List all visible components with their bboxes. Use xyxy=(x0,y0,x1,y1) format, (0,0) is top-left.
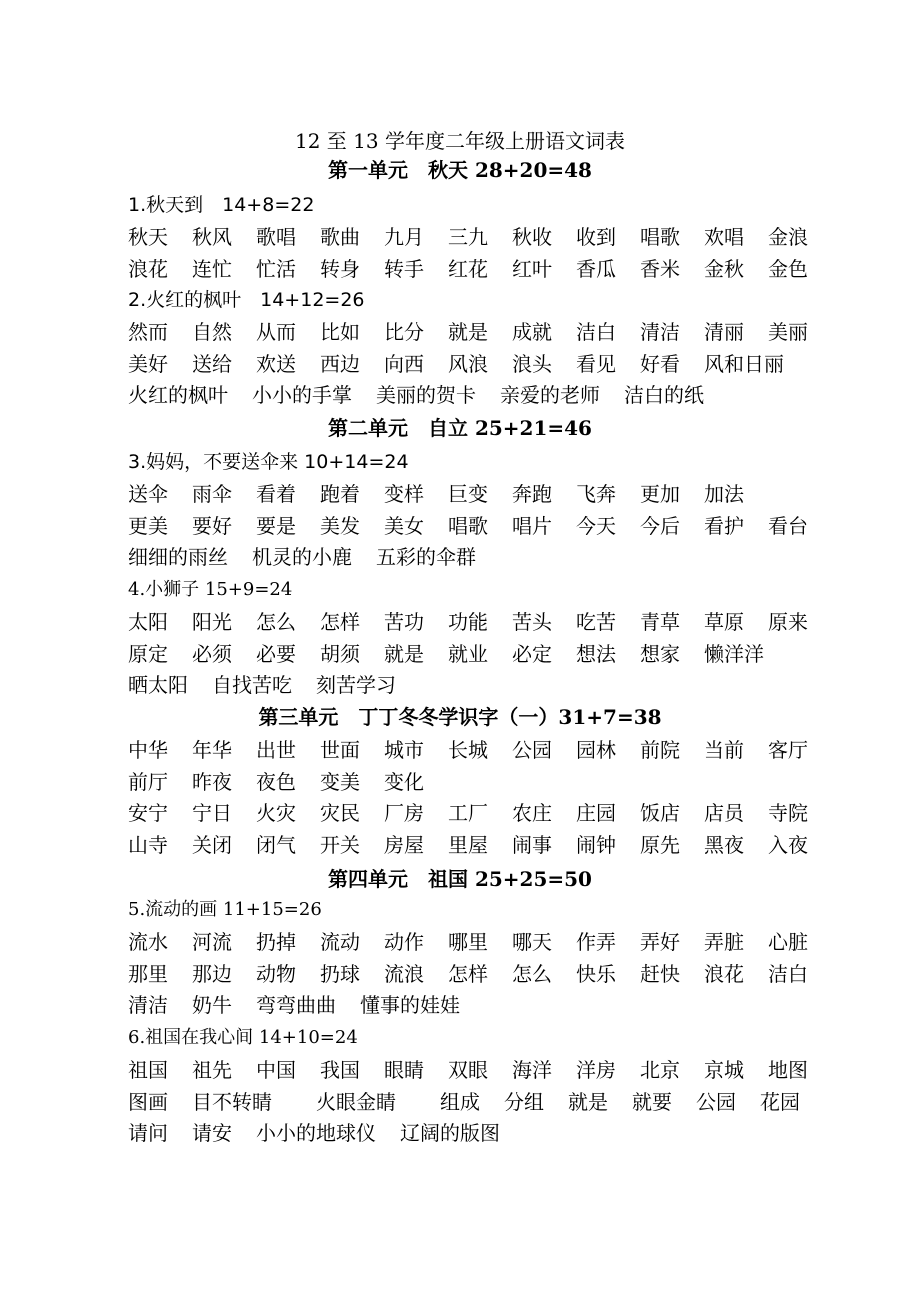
vocab-word: 秋风 xyxy=(192,225,232,249)
vocab-word: 美丽的贺卡 xyxy=(376,383,476,407)
vocab-word: 山寺 xyxy=(128,832,168,857)
vocab-word: 小小的地球仪 xyxy=(256,1121,376,1145)
vocab-word: 今天 xyxy=(576,513,616,538)
word-row xyxy=(128,480,828,508)
vocab-word: 苦功 xyxy=(384,610,424,634)
vocab-word: 跑着 xyxy=(320,482,360,506)
vocab-word: 双眼 xyxy=(448,1058,488,1082)
word-row xyxy=(128,223,828,251)
vocab-word: 原定 xyxy=(128,641,168,666)
vocab-word: 弄好 xyxy=(640,930,680,954)
vocab-word: 京城 xyxy=(704,1058,744,1082)
vocab-word: 金色 xyxy=(768,256,808,281)
lesson-title: 6.祖国在我心间 14+10=24 xyxy=(128,1027,358,1048)
vocab-word: 海洋 xyxy=(512,1058,552,1082)
word-row xyxy=(128,1088,828,1116)
vocab-word: 当前 xyxy=(704,738,744,762)
vocab-word: 阳光 xyxy=(192,610,232,634)
vocab-word: 金秋 xyxy=(704,256,744,281)
vocab-word: 园林 xyxy=(576,738,616,762)
vocab-word: 流动 xyxy=(320,930,360,954)
vocab-word: 地图 xyxy=(768,1058,808,1082)
word-row xyxy=(128,318,828,346)
vocab-word: 要好 xyxy=(192,513,232,538)
vocab-word: 店员 xyxy=(704,801,744,825)
vocab-word: 唱片 xyxy=(512,513,552,538)
lesson-title: 2.火红的枫叶 14+12=26 xyxy=(128,289,365,311)
vocab-word: 原先 xyxy=(640,832,680,857)
vocab-word: 欢唱 xyxy=(704,225,744,249)
word-row xyxy=(128,1056,828,1084)
vocab-word: 房屋 xyxy=(384,832,424,857)
vocab-word: 那边 xyxy=(192,961,232,986)
vocab-word: 收到 xyxy=(576,225,616,249)
vocab-word: 厂房 xyxy=(384,801,424,825)
vocab-word: 里屋 xyxy=(448,832,488,857)
vocab-word: 长城 xyxy=(448,738,488,762)
lesson-title: 4.小狮子 15+9=24 xyxy=(128,579,293,600)
vocab-word: 开关 xyxy=(320,832,360,857)
vocab-word: 闹事 xyxy=(512,832,552,857)
vocab-word: 昨夜 xyxy=(192,769,232,794)
vocab-word: 洁白 xyxy=(768,961,808,986)
vocab-word: 灾民 xyxy=(320,801,360,825)
word-row xyxy=(128,671,828,699)
vocab-word: 必须 xyxy=(192,641,232,666)
vocab-word: 宁日 xyxy=(192,801,232,825)
vocab-word: 歌唱 xyxy=(256,225,296,249)
vocab-word: 我国 xyxy=(320,1058,360,1082)
vocab-word: 欢送 xyxy=(256,351,296,376)
vocab-word: 必要 xyxy=(256,641,296,666)
vocab-word: 刻苦学习 xyxy=(316,673,396,697)
vocab-word: 就是 xyxy=(448,320,488,344)
word-row xyxy=(128,928,828,956)
vocab-word: 流浪 xyxy=(384,961,424,986)
vocab-word: 弄脏 xyxy=(704,930,744,954)
vocab-word: 秋收 xyxy=(512,225,552,249)
vocab-word: 清洁 xyxy=(640,320,680,344)
vocab-word: 请安 xyxy=(192,1121,232,1145)
vocab-word: 要是 xyxy=(256,513,296,538)
vocab-word: 唱歌 xyxy=(448,513,488,538)
vocab-word: 弯弯曲曲 xyxy=(256,993,336,1017)
lesson-title: 1.秋天到 14+8=22 xyxy=(128,194,315,216)
word-row xyxy=(128,640,828,668)
vocab-word: 小小的手掌 xyxy=(252,383,352,407)
vocab-word: 庄园 xyxy=(576,801,616,825)
vocab-word: 比如 xyxy=(320,320,360,344)
vocab-word: 风浪 xyxy=(448,351,488,376)
vocab-word: 胡须 xyxy=(320,641,360,666)
vocab-word: 原来 xyxy=(768,610,808,634)
word-row xyxy=(128,381,828,409)
vocab-word: 扔球 xyxy=(320,961,360,986)
vocab-word: 吃苦 xyxy=(576,610,616,634)
vocab-word: 怎样 xyxy=(320,610,360,634)
vocab-word: 快乐 xyxy=(576,961,616,986)
word-row xyxy=(128,255,828,283)
vocab-word: 年华 xyxy=(192,738,232,762)
vocab-word: 亲爱的老师 xyxy=(500,383,600,407)
vocab-word: 公园 xyxy=(696,1089,736,1114)
vocab-word: 变化 xyxy=(384,769,424,794)
vocab-word: 洋房 xyxy=(576,1058,616,1082)
vocab-word: 雨伞 xyxy=(192,482,232,506)
vocab-word: 美女 xyxy=(384,513,424,538)
vocab-word: 公园 xyxy=(512,738,552,762)
vocab-word: 饭店 xyxy=(640,801,680,825)
vocab-word: 怎么 xyxy=(512,961,552,986)
word-row xyxy=(128,991,828,1019)
vocab-word: 变美 xyxy=(320,769,360,794)
vocab-word: 闹钟 xyxy=(576,832,616,857)
vocab-word: 美发 xyxy=(320,513,360,538)
vocab-word: 怎么 xyxy=(256,610,296,634)
vocab-word: 金浪 xyxy=(768,225,808,249)
vocab-word: 中国 xyxy=(256,1058,296,1082)
vocab-word: 懂事的娃娃 xyxy=(360,993,460,1017)
vocab-word: 动物 xyxy=(256,961,296,986)
vocab-word: 寺院 xyxy=(768,801,808,825)
vocab-word: 浪花 xyxy=(128,256,168,281)
unit-heading: 第四单元 祖国 25+25=50 xyxy=(328,867,592,891)
vocab-word: 入夜 xyxy=(768,832,808,857)
vocab-word: 洁白的纸 xyxy=(624,383,704,407)
vocab-word: 想法 xyxy=(576,641,616,666)
vocab-word: 分组 xyxy=(504,1089,544,1114)
vocab-word: 夜色 xyxy=(256,769,296,794)
vocab-word: 成就 xyxy=(512,320,552,344)
vocab-word: 五彩的伞群 xyxy=(376,545,476,569)
vocab-word: 然而 xyxy=(128,320,168,344)
vocab-word: 巨变 xyxy=(448,482,488,506)
vocab-word: 浪花 xyxy=(704,961,744,986)
vocab-word: 红叶 xyxy=(512,256,552,281)
vocab-word: 清丽 xyxy=(704,320,744,344)
vocab-word: 关闭 xyxy=(192,832,232,857)
word-row xyxy=(128,736,828,764)
vocab-word: 城市 xyxy=(384,738,424,762)
vocab-word: 西边 xyxy=(320,351,360,376)
vocab-word: 出世 xyxy=(256,738,296,762)
word-row xyxy=(128,768,828,796)
vocab-word: 晒太阳 xyxy=(128,673,188,697)
vocab-word: 清洁 xyxy=(128,993,168,1017)
vocab-word: 闭气 xyxy=(256,832,296,857)
vocab-word: 转手 xyxy=(384,256,424,281)
vocab-word: 河流 xyxy=(192,930,232,954)
vocab-word: 必定 xyxy=(512,641,552,666)
vocab-word: 歌曲 xyxy=(320,225,360,249)
vocab-word: 从而 xyxy=(256,320,296,344)
vocab-word: 流水 xyxy=(128,930,168,954)
vocab-word: 更美 xyxy=(128,513,168,538)
vocab-word: 就是 xyxy=(568,1089,608,1114)
vocab-word: 客厅 xyxy=(768,738,808,762)
vocab-word: 中华 xyxy=(128,738,168,762)
vocab-word: 香米 xyxy=(640,256,680,281)
vocab-word: 世面 xyxy=(320,738,360,762)
vocab-word: 美丽 xyxy=(768,320,808,344)
vocab-word: 作弄 xyxy=(576,930,616,954)
word-row xyxy=(128,799,828,827)
vocab-word: 祖先 xyxy=(192,1058,232,1082)
vocab-word: 红花 xyxy=(448,256,488,281)
unit-heading: 第二单元 自立 25+21=46 xyxy=(328,416,592,440)
vocab-word: 奶牛 xyxy=(192,993,232,1017)
vocab-word: 就业 xyxy=(448,641,488,666)
vocab-word: 北京 xyxy=(640,1058,680,1082)
vocab-word: 飞奔 xyxy=(576,482,616,506)
word-row xyxy=(128,960,828,988)
vocab-word: 就要 xyxy=(632,1089,672,1114)
vocab-word: 组成 xyxy=(440,1089,480,1114)
vocab-word: 看台 xyxy=(768,513,808,538)
vocab-word: 三九 xyxy=(448,225,488,249)
vocab-word: 洁白 xyxy=(576,320,616,344)
vocab-word: 花园 xyxy=(760,1089,800,1114)
vocab-word: 黑夜 xyxy=(704,832,744,857)
vocab-word: 向西 xyxy=(384,351,424,376)
vocab-word: 连忙 xyxy=(192,256,232,281)
vocab-word: 细细的雨丝 xyxy=(128,545,228,569)
vocab-word: 火眼金睛 xyxy=(316,1089,396,1114)
vocab-word: 机灵的小鹿 xyxy=(252,545,352,569)
vocab-word: 前厅 xyxy=(128,769,168,794)
vocab-word: 想家 xyxy=(640,641,680,666)
vocab-word: 送给 xyxy=(192,351,232,376)
unit-heading: 第三单元 丁丁冬冬学识字（一）31+7=38 xyxy=(258,705,662,729)
vocab-word: 太阳 xyxy=(128,610,168,634)
vocab-word: 心脏 xyxy=(768,930,808,954)
vocab-word: 工厂 xyxy=(448,801,488,825)
vocab-word: 今后 xyxy=(640,513,680,538)
word-row xyxy=(128,831,828,859)
vocab-word: 安宁 xyxy=(128,801,168,825)
vocab-word: 自然 xyxy=(192,320,232,344)
vocab-word: 九月 xyxy=(384,225,424,249)
lesson-title: 5.流动的画 11+15=26 xyxy=(128,899,322,920)
vocab-word: 哪天 xyxy=(512,930,552,954)
vocab-word: 哪里 xyxy=(448,930,488,954)
vocab-word: 目不转睛 xyxy=(192,1089,272,1114)
vocab-word: 看见 xyxy=(576,351,616,376)
word-row xyxy=(128,350,828,378)
vocab-word: 转身 xyxy=(320,256,360,281)
vocab-word: 那里 xyxy=(128,961,168,986)
vocab-word: 懒洋洋 xyxy=(704,641,764,666)
vocab-word: 功能 xyxy=(448,610,488,634)
vocab-word: 加法 xyxy=(704,482,744,506)
vocab-word: 农庄 xyxy=(512,801,552,825)
vocab-word: 请问 xyxy=(128,1121,168,1145)
vocab-word: 图画 xyxy=(128,1089,168,1114)
vocab-word: 浪头 xyxy=(512,351,552,376)
vocab-word: 怎样 xyxy=(448,961,488,986)
unit-heading: 第一单元 秋天 28+20=48 xyxy=(328,158,592,182)
vocab-word: 看着 xyxy=(256,482,296,506)
vocab-word: 秋天 xyxy=(128,225,168,249)
vocab-word: 辽阔的版图 xyxy=(400,1121,500,1145)
vocab-word: 更加 xyxy=(640,482,680,506)
vocab-word: 唱歌 xyxy=(640,225,680,249)
vocab-word: 前院 xyxy=(640,738,680,762)
vocab-word: 眼睛 xyxy=(384,1058,424,1082)
vocab-word: 赶快 xyxy=(640,961,680,986)
vocab-word: 动作 xyxy=(384,930,424,954)
vocab-word: 苦头 xyxy=(512,610,552,634)
vocab-word: 忙活 xyxy=(256,256,296,281)
vocab-word: 变样 xyxy=(384,482,424,506)
vocab-word: 美好 xyxy=(128,351,168,376)
vocab-word: 香瓜 xyxy=(576,256,616,281)
vocab-word: 比分 xyxy=(384,320,424,344)
vocab-word: 扔掉 xyxy=(256,930,296,954)
word-row xyxy=(128,512,828,540)
word-row xyxy=(128,1119,828,1147)
word-row xyxy=(128,543,828,571)
vocab-word: 火灾 xyxy=(256,801,296,825)
vocab-word: 火红的枫叶 xyxy=(128,383,228,407)
vocab-word: 青草 xyxy=(640,610,680,634)
vocab-word: 风和日丽 xyxy=(704,351,784,376)
page-title: 12 至 13 学年度二年级上册语文词表 xyxy=(295,129,625,153)
vocab-word: 送伞 xyxy=(128,482,168,506)
vocab-word: 看护 xyxy=(704,513,744,538)
vocab-word: 草原 xyxy=(704,610,744,634)
vocab-word: 奔跑 xyxy=(512,482,552,506)
vocab-word: 就是 xyxy=(384,641,424,666)
vocab-word: 好看 xyxy=(640,351,680,376)
vocab-word: 祖国 xyxy=(128,1058,168,1082)
lesson-title: 3.妈妈，不要送伞来 10+14=24 xyxy=(128,451,409,473)
word-row xyxy=(128,608,828,636)
vocab-word: 自找苦吃 xyxy=(212,673,292,697)
